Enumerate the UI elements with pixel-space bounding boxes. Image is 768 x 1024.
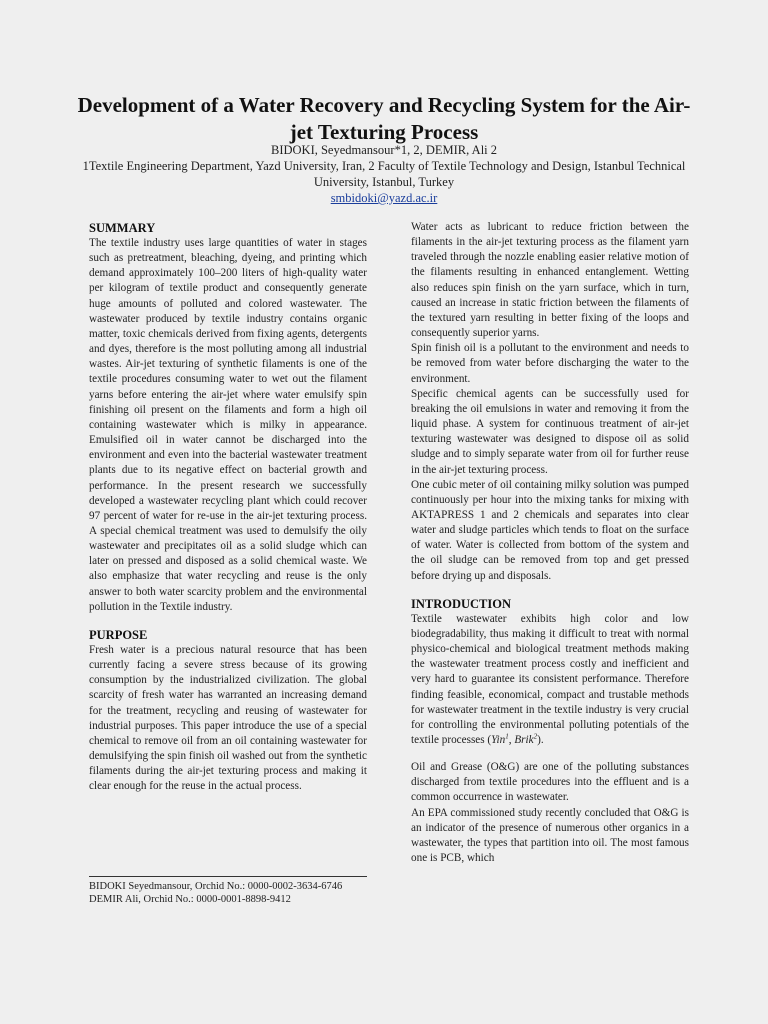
introduction-text: Textile wastewater exhibits high color and low biodegradability, thus making it difficult to treat with normal physico-chemical and biological treatment methods making the wastewater treatment process costly and inefficient and very hard to guarantee its consistent performance. Therefore finding feasible, economical, compact and trustable methods for wastewater treatment in the textile industry is very crucial for controlling the environmental polluting potentials of the textile processes (Yin$^1$, Brik$^2$).: [411, 612, 689, 746]
paragraph-process: One cubic meter of oil containing milky solution was pumped continuously per hour into the mixing tanks for mixing with AKTAPRESS 1 and 2 chemicals and separates into clear water and sludge particles which tends to float on the surface of water. Water is collected from bottom of the system and the oil sludge can be removed from top and get pressed before drying up and disposals.: [411, 478, 689, 582]
paragraph-oil-grease: Oil and Grease (O&G) are one of the polluting substances discharged from textile procedures into the effluent and is a common occurrence in wastewater.: [411, 761, 689, 804]
email-link[interactable]: smbidoki@yazd.ac.ir: [330, 191, 438, 205]
introduction-heading: INTRODUCTION: [411, 596, 512, 611]
paragraph-spin-finish: Spin finish oil is a pollutant to the environment and needs to be removed from water before discharging the water to the environment.: [411, 342, 689, 385]
purpose-text: Fresh water is a precious natural resource that has been currently facing a severe stress because of its growing consumption by the industrialized civilization. The global scarcity of fresh water has warranted an increasing demand for the treatment, recycling and reusing of wastewater for industrial purposes. This paper introduce the use of a special chemical to remove oil from an oil containing wastewater for demulsifying the spin finish oil washed out from the synthetic filaments during the air-jet texturing process and making it clear enough for the reuse in the actual process.: [89, 643, 367, 793]
summary-heading: SUMMARY: [89, 221, 156, 235]
purpose-heading: PURPOSE: [89, 627, 148, 642]
footnote: [89, 876, 367, 906]
right-column: [411, 220, 689, 866]
affiliation: 1Textile Engineering Department, Yazd University, Iran, 2 Faculty of Textile Technology and Design, Istanbul Technical University, Istanbul, Turkey: [82, 159, 686, 189]
citation-yin: Yin$^1$: [491, 732, 509, 746]
author-block: [70, 142, 698, 206]
paragraph-chemical-agents: Specific chemical agents can be successfully used for breaking the oil emulsions in water and removing it from the liquid phase. A system for continuous treatment of air-jet texturing wastewater was designed to dispose oil as solid sludge and to simply separate water from oil for further reuse in the air-jet texturing process.: [411, 387, 689, 476]
paragraph-epa-study: An EPA commissioned study recently concluded that O&G is an indicator of the presence of numerous other organics in a wastewater, the types that partition into oil. The most famous one is PCB, which: [411, 806, 689, 865]
author-names: BIDOKI, Seyedmansour*1, 2, DEMIR, Ali 2: [270, 143, 498, 157]
footnote-line-2: DEMIR Ali, Orchid No.: 0000-0001-8898-9412: [89, 894, 291, 905]
citation-brik: Brik$^2$: [514, 732, 538, 746]
left-column: [89, 220, 367, 794]
paper-title: Development of a Water Recovery and Recycling System for the Air-jet Texturing Process: [77, 93, 691, 144]
footnote-line-1: BIDOKI Seyedmansour, Orchid No.: 0000-0002-3634-6746: [89, 881, 343, 892]
paragraph-water-lubricant: Water acts as lubricant to reduce friction between the filaments in the air-jet texturing process as the filament yarn traveled through the nozzle enabling easier relative motion of the filaments resulting in enhanced entanglement. Wetting also reduces spin finish on the yarn surface, which in turn, caused an increase in static friction between the filaments of the textured yarn resulting in better fixing of the loops and consequently superior yarns.: [411, 221, 689, 340]
summary-text: The textile industry uses large quantities of water in stages such as pretreatment, bleaching, dyeing, and printing which demand approximately 100–200 liters of high-quality water per kilogram of textile product and consequently generate huge amounts of polluted and colored wastewater. The wastewater produced by textile industry contains organic matter, toxic chemicals derived from fixing agents, detergents and dyes, therefore is the most polluting among all industrial wastes. Air-jet texturing of synthetic filaments is one of the textile procedures consuming water to wet out the filament yarns before entering the air-jet where water emulsify spin finishing oil present on the filaments and form a high oil containing wastewater which is milky in appearance. Emulsified oil in water cannot be discharged into the environment and even into the bacterial wastewater treatment plants due to its negative effect on bacterial growth and performance. In the present research we successfully developed a wastewater recycling plant which could recover 97 percent of water for re-use in the air-jet texturing process. A special chemical treatment was used to demulsify the oily wastewater and precipitates oil as a solid sludge which can later on pressed and disposed as a solid chemical waste. We also emphasize that water recycling and reuse is the only answer to both water scarcity problem and the environmental pollution in the Textile industry.: [89, 237, 367, 613]
